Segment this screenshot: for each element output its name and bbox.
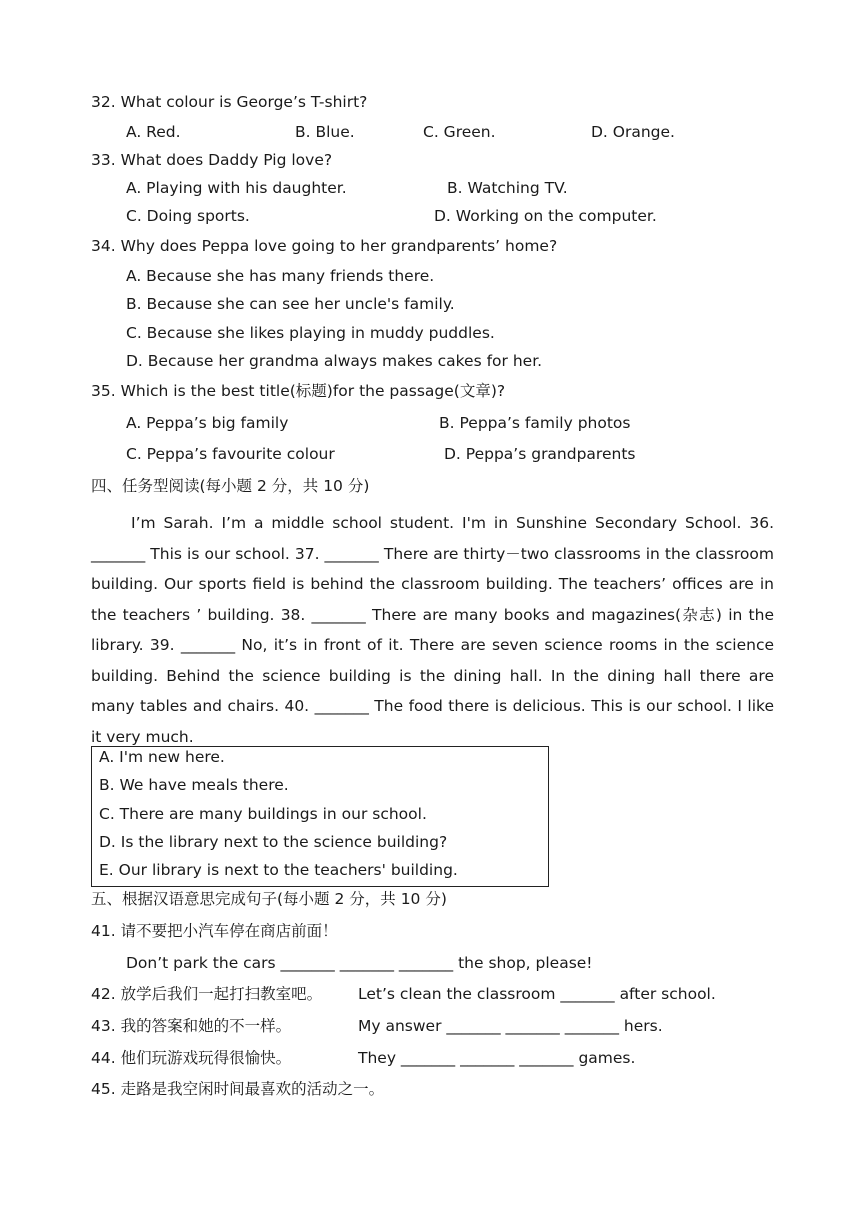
q35-option-d: D. Peppa’s grandparents [444, 445, 636, 463]
q32-option-c: C. Green. [423, 123, 496, 141]
q32-option-a: A. Red. [126, 123, 181, 141]
q32-option-b: B. Blue. [295, 123, 355, 141]
box-option-c: C. There are many buildings in our school. [99, 805, 427, 823]
q33-option-b: B. Watching TV. [447, 179, 568, 197]
box-option-d: D. Is the library next to the science building? [99, 833, 448, 851]
q33-option-a: A. Playing with his daughter. [126, 179, 347, 197]
q33-option-d: D. Working on the computer. [434, 207, 657, 225]
q34-option-d: D. Because her grandma always makes cakes for her. [126, 352, 543, 370]
question-43-chinese: 43. 我的答案和她的不一样。 [91, 1017, 292, 1035]
reading-passage [91, 508, 774, 752]
box-option-b: B. We have meals there. [99, 776, 289, 794]
question-33: 33. What does Daddy Pig love? [91, 151, 333, 169]
q32-option-d: D. Orange. [591, 123, 675, 141]
box-option-e: E. Our library is next to the teachers' building. [99, 861, 458, 879]
question-41-chinese: 41. 请不要把小汽车停在商店前面！ [91, 922, 338, 940]
passage-text: I’m Sarah. I’m a middle school student. I'm in Sunshine Secondary School. 36. _______ This is our school. 37. _______ There are thirty－two classrooms in the classroom building. Our sports field is behind the classroom building. The teachers’ offices are in the teachers ’ building. 38. _______ There are many books and magazines(杂志) in the library. 39. _______ No, it’s in front of it. There are seven science rooms in the science building. Behind the science building is the dining hall. In the dining hall there are many tables and chairs. 40. _______ The food there is delicious. This is our school. I like it very much. [91, 514, 774, 746]
q34-option-b: B. Because she can see her uncle's family. [126, 295, 455, 313]
question-44-chinese: 44. 他们玩游戏玩得很愉快。 [91, 1049, 292, 1067]
question-32: 32. What colour is George’s T-shirt? [91, 93, 368, 111]
question-43-english: My answer _______ _______ _______ hers. [358, 1017, 663, 1035]
answer-options-box [91, 746, 549, 887]
question-45-chinese: 45. 走路是我空闲时间最喜欢的活动之一。 [91, 1080, 385, 1098]
question-35: 35. Which is the best title(标题)for the passage(文章)? [91, 382, 506, 400]
q34-option-a: A. Because she has many friends there. [126, 267, 435, 285]
q34-option-c: C. Because she likes playing in muddy puddles. [126, 324, 495, 342]
box-option-a: A. I'm new here. [99, 748, 225, 766]
question-34: 34. Why does Peppa love going to her grandparents’ home? [91, 237, 558, 255]
question-41-english: Don’t park the cars _______ _______ _______ the shop, please! [126, 954, 593, 972]
question-42-english: Let’s clean the classroom _______ after school. [358, 985, 716, 1003]
question-44-english: They _______ _______ _______ games. [358, 1049, 636, 1067]
question-42-chinese: 42. 放学后我们一起打扫教室吧。 [91, 985, 323, 1003]
q35-option-c: C. Peppa’s favourite colour [126, 445, 335, 463]
section-4-heading: 四、任务型阅读(每小题 2 分，共 10 分) [91, 477, 370, 495]
section-5-heading: 五、根据汉语意思完成句子(每小题 2 分，共 10 分) [91, 890, 447, 908]
q35-option-a: A. Peppa’s big family [126, 414, 289, 432]
q33-option-c: C. Doing sports. [126, 207, 250, 225]
q35-option-b: B. Peppa’s family photos [439, 414, 631, 432]
